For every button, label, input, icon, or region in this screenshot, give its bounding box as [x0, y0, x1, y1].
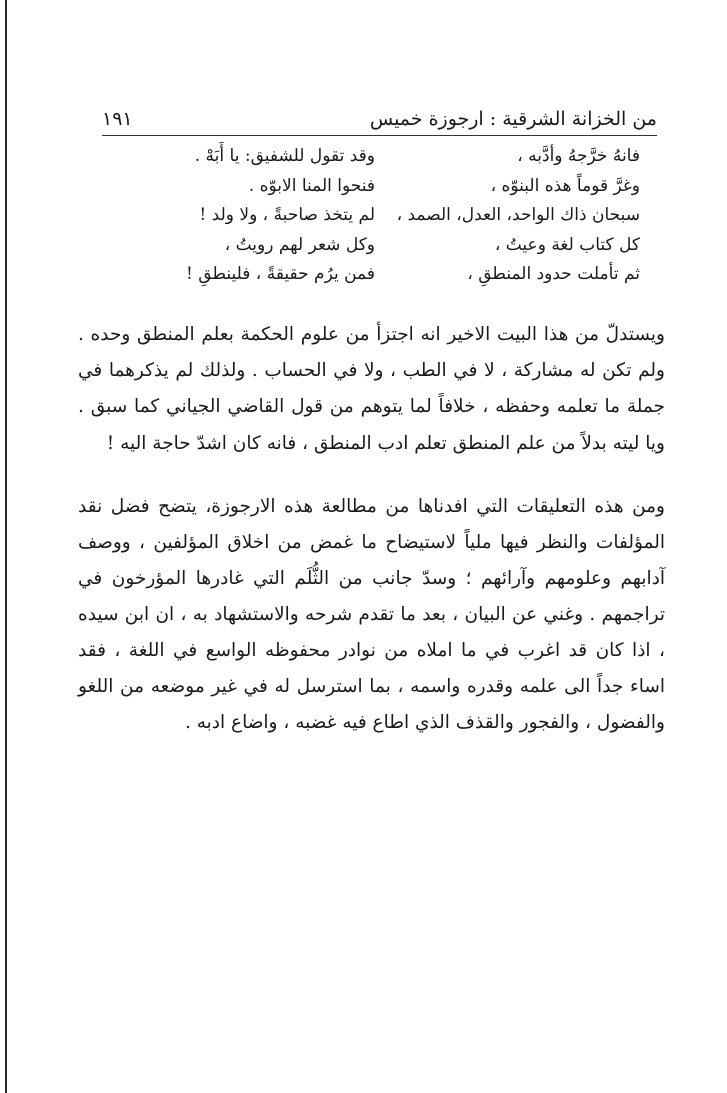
- page-number: ١٩١: [102, 108, 133, 130]
- verse-first-hemistich: وغرَّ قوماً هذه البنوّه ،: [490, 175, 640, 196]
- verse-line: [140, 172, 640, 202]
- verse-second-hemistich: فنحوا المنا الابوّه .: [248, 175, 375, 196]
- page-edge-line: [5, 0, 7, 1093]
- verse-line: [140, 142, 640, 172]
- verse-second-hemistich: وقد تقول للشفيق: يا أَبَهْ .: [194, 146, 375, 166]
- verse-second-hemistich: وكل شعر لهم رويتُ ،: [224, 234, 375, 255]
- header-rule: [102, 135, 657, 136]
- verse-second-hemistich: فمن يرُم حقيقةً ، فلينطقِ !: [186, 264, 375, 284]
- poem-verses: [140, 142, 640, 290]
- verse-line: [140, 201, 640, 231]
- verse-first-hemistich: سبحان ذاك الواحد، العدل، الصمد ،: [396, 205, 640, 225]
- verse-line: [140, 231, 640, 261]
- body-paragraph: ويستدلّ من هذا البيت الاخير انه اجتزأ من علوم الحكمة بعلم المنطق وحده . ولم تكن له مشاركة ، لا في الطب ، ولا في الحساب . ولذلك لم يذكرهما في جملة ما تعلمه وحفظه ، خلافاً لما يتوهم من قول القاضي الجياني كما سبق . ويا ليته بدلاً من علم المنطق تعلم ادب المنطق ، فانه كان اشدّ حاجة اليه !: [78, 323, 665, 454]
- verse-line: [140, 260, 640, 290]
- body-paragraph: ومن هذه التعليقات التي افدناها من مطالعة هذه الارجوزة، يتضح فضل نقد المؤلفات والنظر فيها ملياً لاستيضاح ما غمض من اخلاق المؤلفين ، ووصف آدابهم وعلومهم وآرائهم ؛ وسدّ جانب من الثُّلَم التي غادرها المؤرخون في تراجمهم . وغني عن البيان ، بعد ما تقدم شرحه والاستشهاد به ، ان ابن سيده ، اذا كان قد اغرب في ما املاه من نوادر محفوظه الواسع في اللغة ، فقد اساء جداً الى علمه وقدره واسمه ، بما استرسل له في غير موضعه من اللغو والفضول ، والفجور والقذف الذي اطاع فيه غضبه ، واضاع ادبه .: [78, 495, 665, 733]
- page-header: [102, 104, 657, 138]
- verse-first-hemistich: ثم تأملت حدود المنطقِ ،: [467, 264, 640, 284]
- verse-first-hemistich: فانهُ خرَّجهُ وأدَّبه ،: [517, 146, 640, 166]
- verse-first-hemistich: كل كتاب لغة وعيتُ ،: [494, 234, 640, 255]
- running-title: من الخزانة الشرقية : ارجوزة خميس: [369, 108, 657, 130]
- verse-second-hemistich: لم يتخذ صاحبةً ، ولا ولد !: [199, 205, 375, 225]
